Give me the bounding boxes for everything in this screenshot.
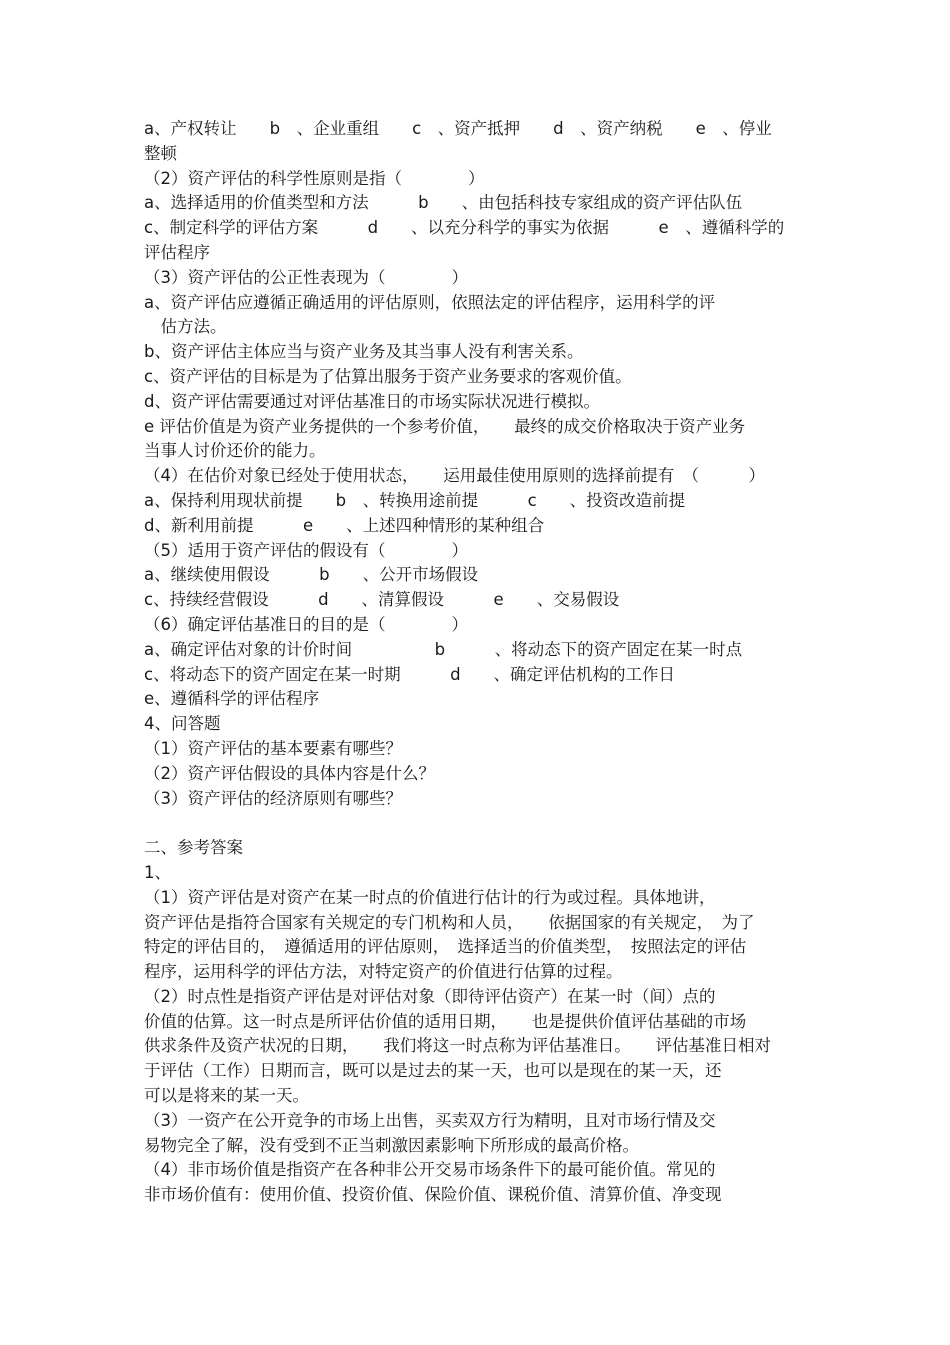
text-line: 估方法。	[144, 317, 227, 337]
text-line: 整顿	[144, 143, 177, 163]
text-line: a、产权转让 b 、企业重组 c 、资产抵押 d 、资产纳税 e 、停业	[144, 119, 772, 138]
text-line: 易物完全了解，没有受到不正当刺激因素影响下所形成的最高价格。	[144, 1135, 639, 1155]
question-heading: （6）确定评估基准日的目的是（ ）	[144, 614, 468, 634]
text-line: c、持续经营假设 d 、清算假设 e 、交易假设	[144, 590, 620, 610]
text-line: 非市场价值有：使用价值、投资价值、保险价值、课税价值、清算价值、净变现	[144, 1185, 722, 1205]
text-line: 评估程序	[144, 242, 210, 262]
text-line: 可以是将来的某一天。	[144, 1086, 309, 1106]
text-line: c、资产评估的目标是为了估算出服务于资产业务要求的客观价值。	[144, 366, 632, 386]
text-line: b、资产评估主体应当与资产业务及其当事人没有利害关系。	[144, 342, 584, 362]
text-line: e 评估价值是为资产业务提供的一个参考价值， 最终的成交价格取决于资产业务	[144, 416, 746, 436]
text-line: （3）一资产在公开竞争的市场上出售，买卖双方行为精明，且对市场行情及交	[144, 1110, 716, 1130]
text-line: 程序，运用科学的评估方法，对特定资产的价值进行估算的过程。	[144, 962, 623, 982]
document-page	[144, 117, 824, 1208]
question-heading: （2）资产评估假设的具体内容是什么？	[144, 763, 435, 783]
section-heading: 二、参考答案	[144, 838, 243, 858]
text-line: 于评估（工作）日期而言，既可以是过去的某一天，也可以是现在的某一天，还	[144, 1061, 722, 1081]
text-line: c、制定科学的评估方案 d 、以充分科学的事实为依据 e 、遵循科学的	[144, 218, 785, 238]
question-heading: （3）资产评估的公正性表现为（ ）	[144, 267, 468, 287]
question-heading: （3）资产评估的经济原则有哪些？	[144, 788, 402, 808]
question-heading: （1）资产评估的基本要素有哪些？	[144, 738, 402, 758]
text-line: d、新利用前提 e 、上述四种情形的某种组合	[144, 515, 545, 535]
text-line: 当事人讨价还价的能力。	[144, 441, 326, 461]
text-line: d、资产评估需要通过对评估基准日的市场实际状况进行模拟。	[144, 391, 600, 411]
text-line: c、将动态下的资产固定在某一时期 d 、确定评估机构的工作日	[144, 664, 676, 684]
blank-line	[144, 811, 824, 836]
section-heading: 1、	[144, 862, 171, 882]
question-heading: （5）适用于资产评估的假设有（ ）	[144, 540, 468, 560]
text-line: （4）非市场价值是指资产在各种非公开交易市场条件下的最可能价值。常见的	[144, 1160, 716, 1180]
text-line: a、选择适用的价值类型和方法 b 、由包括科技专家组成的资产评估队伍	[144, 193, 743, 213]
text-line: 资产评估是指符合国家有关规定的专门机构和人员， 依据国家的有关规定， 为了	[144, 912, 755, 932]
text-line: 价值的估算。这一时点是所评估价值的适用日期， 也是提供价值评估基础的市场	[144, 1011, 747, 1031]
text-line: e、遵循科学的评估程序	[144, 689, 320, 709]
question-heading: （2）资产评估的科学性原则是指（ ）	[144, 168, 485, 188]
text-line: a、保持利用现状前提 b 、转换用途前提 c 、投资改造前提	[144, 490, 686, 510]
question-heading: （4）在估价对象已经处于使用状态， 运用最佳使用原则的选择前提有 （ ）	[144, 466, 765, 486]
text-line: （1）资产评估是对资产在某一时点的价值进行估计的行为或过程。具体地讲，	[144, 887, 716, 907]
text-line: a、确定评估对象的计价时间 b 、将动态下的资产固定在某一时点	[144, 639, 743, 659]
text-line: （2）时点性是指资产评估是对评估对象（即待评估资产）在某一时（间）点的	[144, 986, 716, 1006]
text-line: a、资产评估应遵循正确适用的评估原则，依照法定的评估程序，运用科学的评	[144, 292, 716, 312]
section-heading: 4、问答题	[144, 714, 221, 734]
text-line: 供求条件及资产状况的日期， 我们将这一时点称为评估基准日。 评估基准日相对	[144, 1036, 771, 1056]
text-line: a、继续使用假设 b 、公开市场假设	[144, 565, 479, 585]
text-line: 特定的评估目的， 遵循适用的评估原则， 选择适当的价值类型， 按照法定的评估	[144, 937, 747, 957]
